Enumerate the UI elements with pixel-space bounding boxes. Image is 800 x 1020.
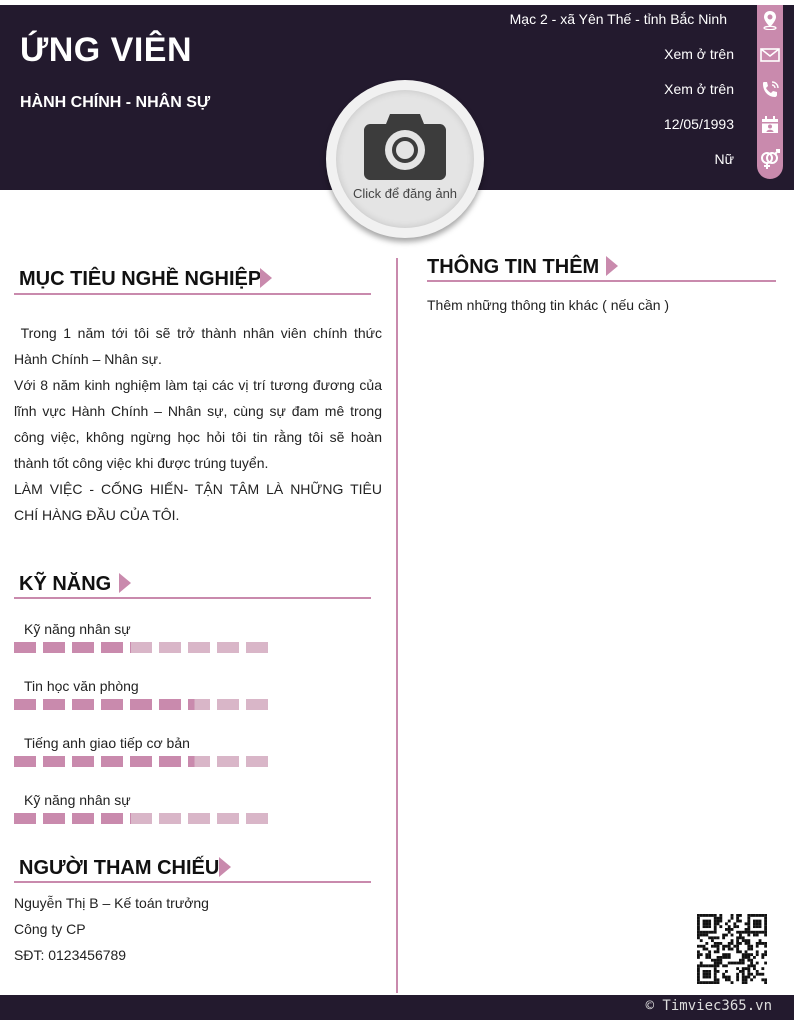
references-title[interactable]: NGƯỜI THAM CHIẾU [19,857,220,879]
skill-segment [217,813,239,824]
extra-info-text[interactable]: Thêm những thông tin khác ( nếu cần ) [427,297,670,313]
photo-caption: Click để đăng ảnh [352,186,458,201]
section-arrow-icon [219,857,231,877]
candidate-name[interactable]: ỨNG VIÊN [20,31,193,69]
phone-icon [757,77,783,103]
skill-name[interactable]: Kỹ năng nhân sự [24,792,131,808]
skill-segment [43,642,65,653]
camera-icon [362,108,448,187]
section-arrow-icon [606,256,618,276]
contact-birthday[interactable]: 12/05/1993 [663,116,734,132]
skill-segment [130,699,152,710]
objective-line: Với 8 năm kinh nghiệm làm tại các vị trí tương đương của lĩnh vực Hành Chính – Nhân sự, cùng sự đam mê trong công việc, không ngừng học hỏi tôi tin rằng tôi sẽ hoàn thành tốt công việc khi được trúng tuyển. [14,377,382,471]
skill-bar [14,699,270,710]
qr-code [697,914,767,989]
calendar-icon [757,112,783,138]
skill-name[interactable]: Tin học văn phòng [24,678,139,694]
profile-photo-upload[interactable] [326,80,484,238]
skill-segment [14,699,36,710]
location-pin-icon [757,7,783,33]
reference-line[interactable]: Nguyễn Thị B – Kế toán trưởng [14,895,209,911]
skill-segment [101,642,123,653]
contact-address[interactable]: Mạc 2 - xã Yên Thế - tỉnh Bắc Ninh [509,11,727,27]
skill-segment [130,756,152,767]
section-divider [14,293,371,295]
skill-segment [101,699,123,710]
skill-segment [159,756,181,767]
contact-email[interactable]: Xem ở trên [664,46,734,62]
extra-info-title[interactable]: THÔNG TIN THÊM [427,256,600,278]
gender-icon [757,147,783,173]
skills-title[interactable]: KỸ NĂNG [19,573,112,595]
objective-text[interactable] [14,320,386,528]
skill-segment [43,756,65,767]
reference-line[interactable]: Công ty CP [14,921,86,937]
skill-segment [188,642,210,653]
skill-segment [130,642,152,653]
skill-segment [188,699,210,710]
envelope-icon [757,42,783,68]
reference-line[interactable]: SĐT: 0123456789 [14,947,127,963]
section-divider [14,597,371,599]
skill-segment [14,642,36,653]
section-arrow-icon [119,573,131,593]
skill-segment [246,642,268,653]
contact-phone[interactable]: Xem ở trên [664,81,734,97]
skill-segment [217,699,239,710]
section-divider [427,280,776,282]
footer-bar [0,995,794,1020]
skill-segment [159,642,181,653]
section-arrow-icon [260,268,272,288]
skill-bar [14,642,270,653]
skill-segment [188,813,210,824]
skill-segment [101,813,123,824]
skill-segment [101,756,123,767]
skill-segment [159,699,181,710]
skill-segment [72,756,94,767]
contact-gender[interactable]: Nữ [714,151,734,167]
skill-segment [246,756,268,767]
skill-segment [246,813,268,824]
skill-segment [72,642,94,653]
skill-segment [246,699,268,710]
skill-bar [14,813,270,824]
skill-segment [130,813,152,824]
skill-segment [43,699,65,710]
skill-segment [14,813,36,824]
skill-segment [217,756,239,767]
skill-segment [43,813,65,824]
skill-name[interactable]: Tiếng anh giao tiếp cơ bản [24,735,190,751]
skill-segment [14,756,36,767]
objective-line: LÀM VIỆC - CỐNG HIẾN- TẬN TÂM LÀ NHỮNG TIÊU CHÍ HÀNG ĐẦU CỦA TÔI. [14,481,382,523]
objective-title[interactable]: MỤC TIÊU NGHỀ NGHIỆP [19,268,262,290]
candidate-position[interactable]: HÀNH CHÍNH - NHÂN SỰ [20,94,211,111]
objective-line: Trong 1 năm tới tôi sẽ trở thành nhân viên chính thức Hành Chính – Nhân sự. [14,325,386,367]
skill-name[interactable]: Kỹ năng nhân sự [24,621,131,637]
skill-segment [72,699,94,710]
skill-segment [159,813,181,824]
footer-watermark: © Timviec365.vn [645,998,772,1014]
skill-segment [188,756,210,767]
skill-segment [217,642,239,653]
skill-bar [14,756,270,767]
column-divider [396,258,398,993]
skill-segment [72,813,94,824]
section-divider [14,881,371,883]
